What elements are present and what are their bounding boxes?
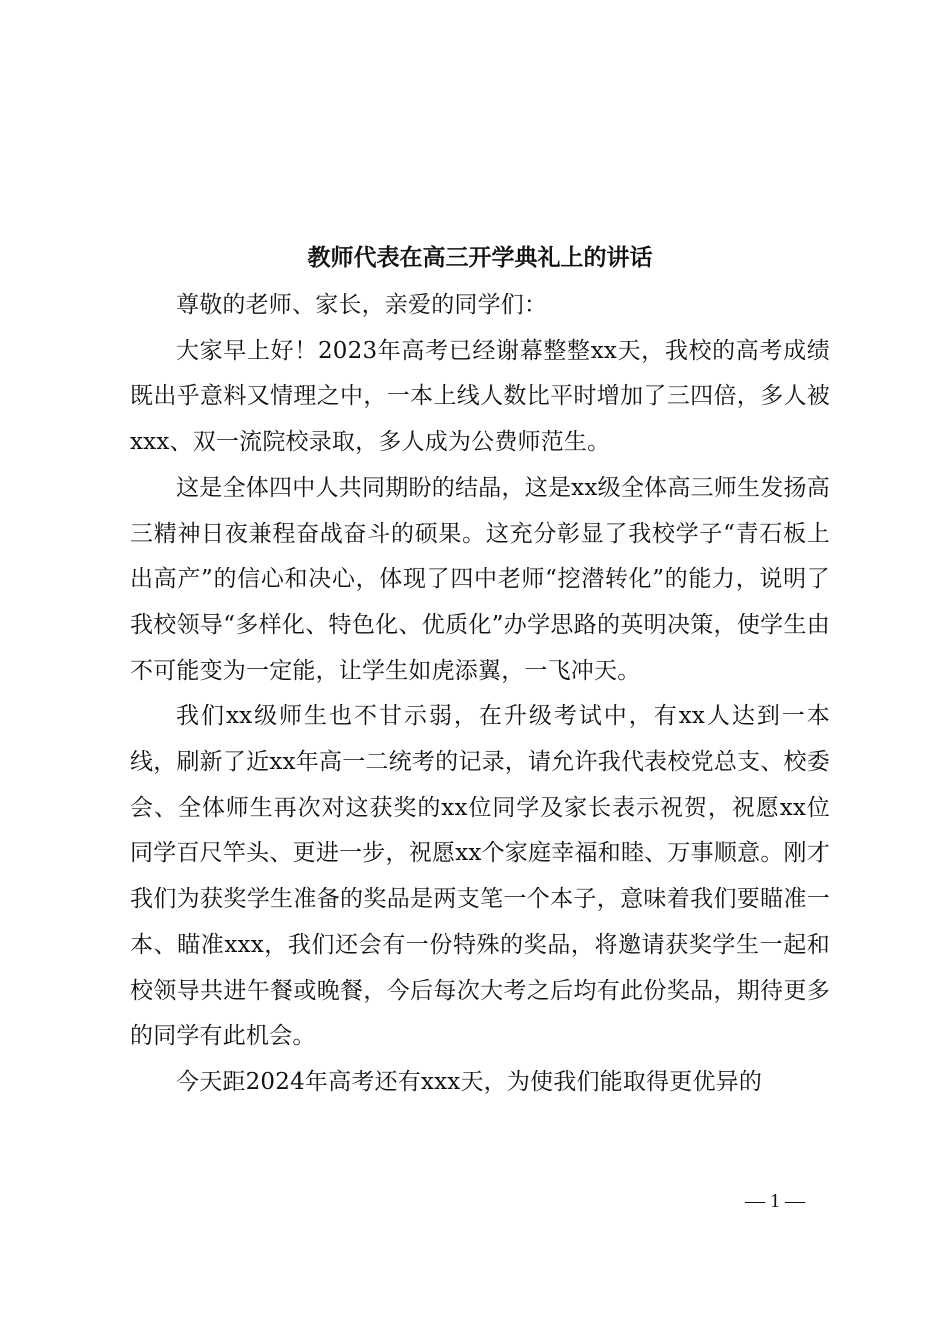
document-body [130,283,830,1106]
document-title: 教师代表在高三开学典礼上的讲话 [307,244,653,271]
page-number: — 1 — [745,1190,805,1212]
body-paragraph: 我们xx级师生也不甘示弱，在升级考试中，有xx人达到一本线，刷新了近xx年高一二统考的记录，请允许我代表校党总支、校委会、全体师生再次对这获奖的xx位同学及家长表示祝贺，祝愿xx位同学百尺竿头、更进一步，祝愿xx个家庭幸福和睦、万事顺意。刚才我们为获奖学生准备的奖品是两支笔一个本子，意味着我们要瞄准一本、瞄准xxx，我们还会有一份特殊的奖品，将邀请获奖学生一起和校领导共进午餐或晚餐，今后每次大考之后均有此份奖品，期待更多的同学有此机会。 [130,703,830,1050]
body-paragraph: 这是全体四中人共同期盼的结晶，这是xx级全体高三师生发扬高三精神日夜兼程奋战奋斗的硕果。这充分彰显了我校学子“青石板上出高产”的信心和决心，体现了四中老师“挖潜转化”的能力，说明了我校领导“多样化、特色化、优质化”办学思路的英明决策，使学生由不可能变为一定能，让学生如虎添翼，一飞冲天。 [130,474,830,684]
body-paragraph: 今天距2024年高考还有xxx天，为使我们能取得更优异的 [176,1068,763,1095]
body-paragraph: 大家早上好！2023年高考已经谢幕整整xx天，我校的高考成绩既出乎意料又情理之中，一本上线人数比平时增加了三四倍，多人被xxx、双一流院校录取，多人成为公费师范生。 [130,337,830,456]
salutation-paragraph: 尊敬的老师、家长，亲爱的同学们： [176,292,548,318]
